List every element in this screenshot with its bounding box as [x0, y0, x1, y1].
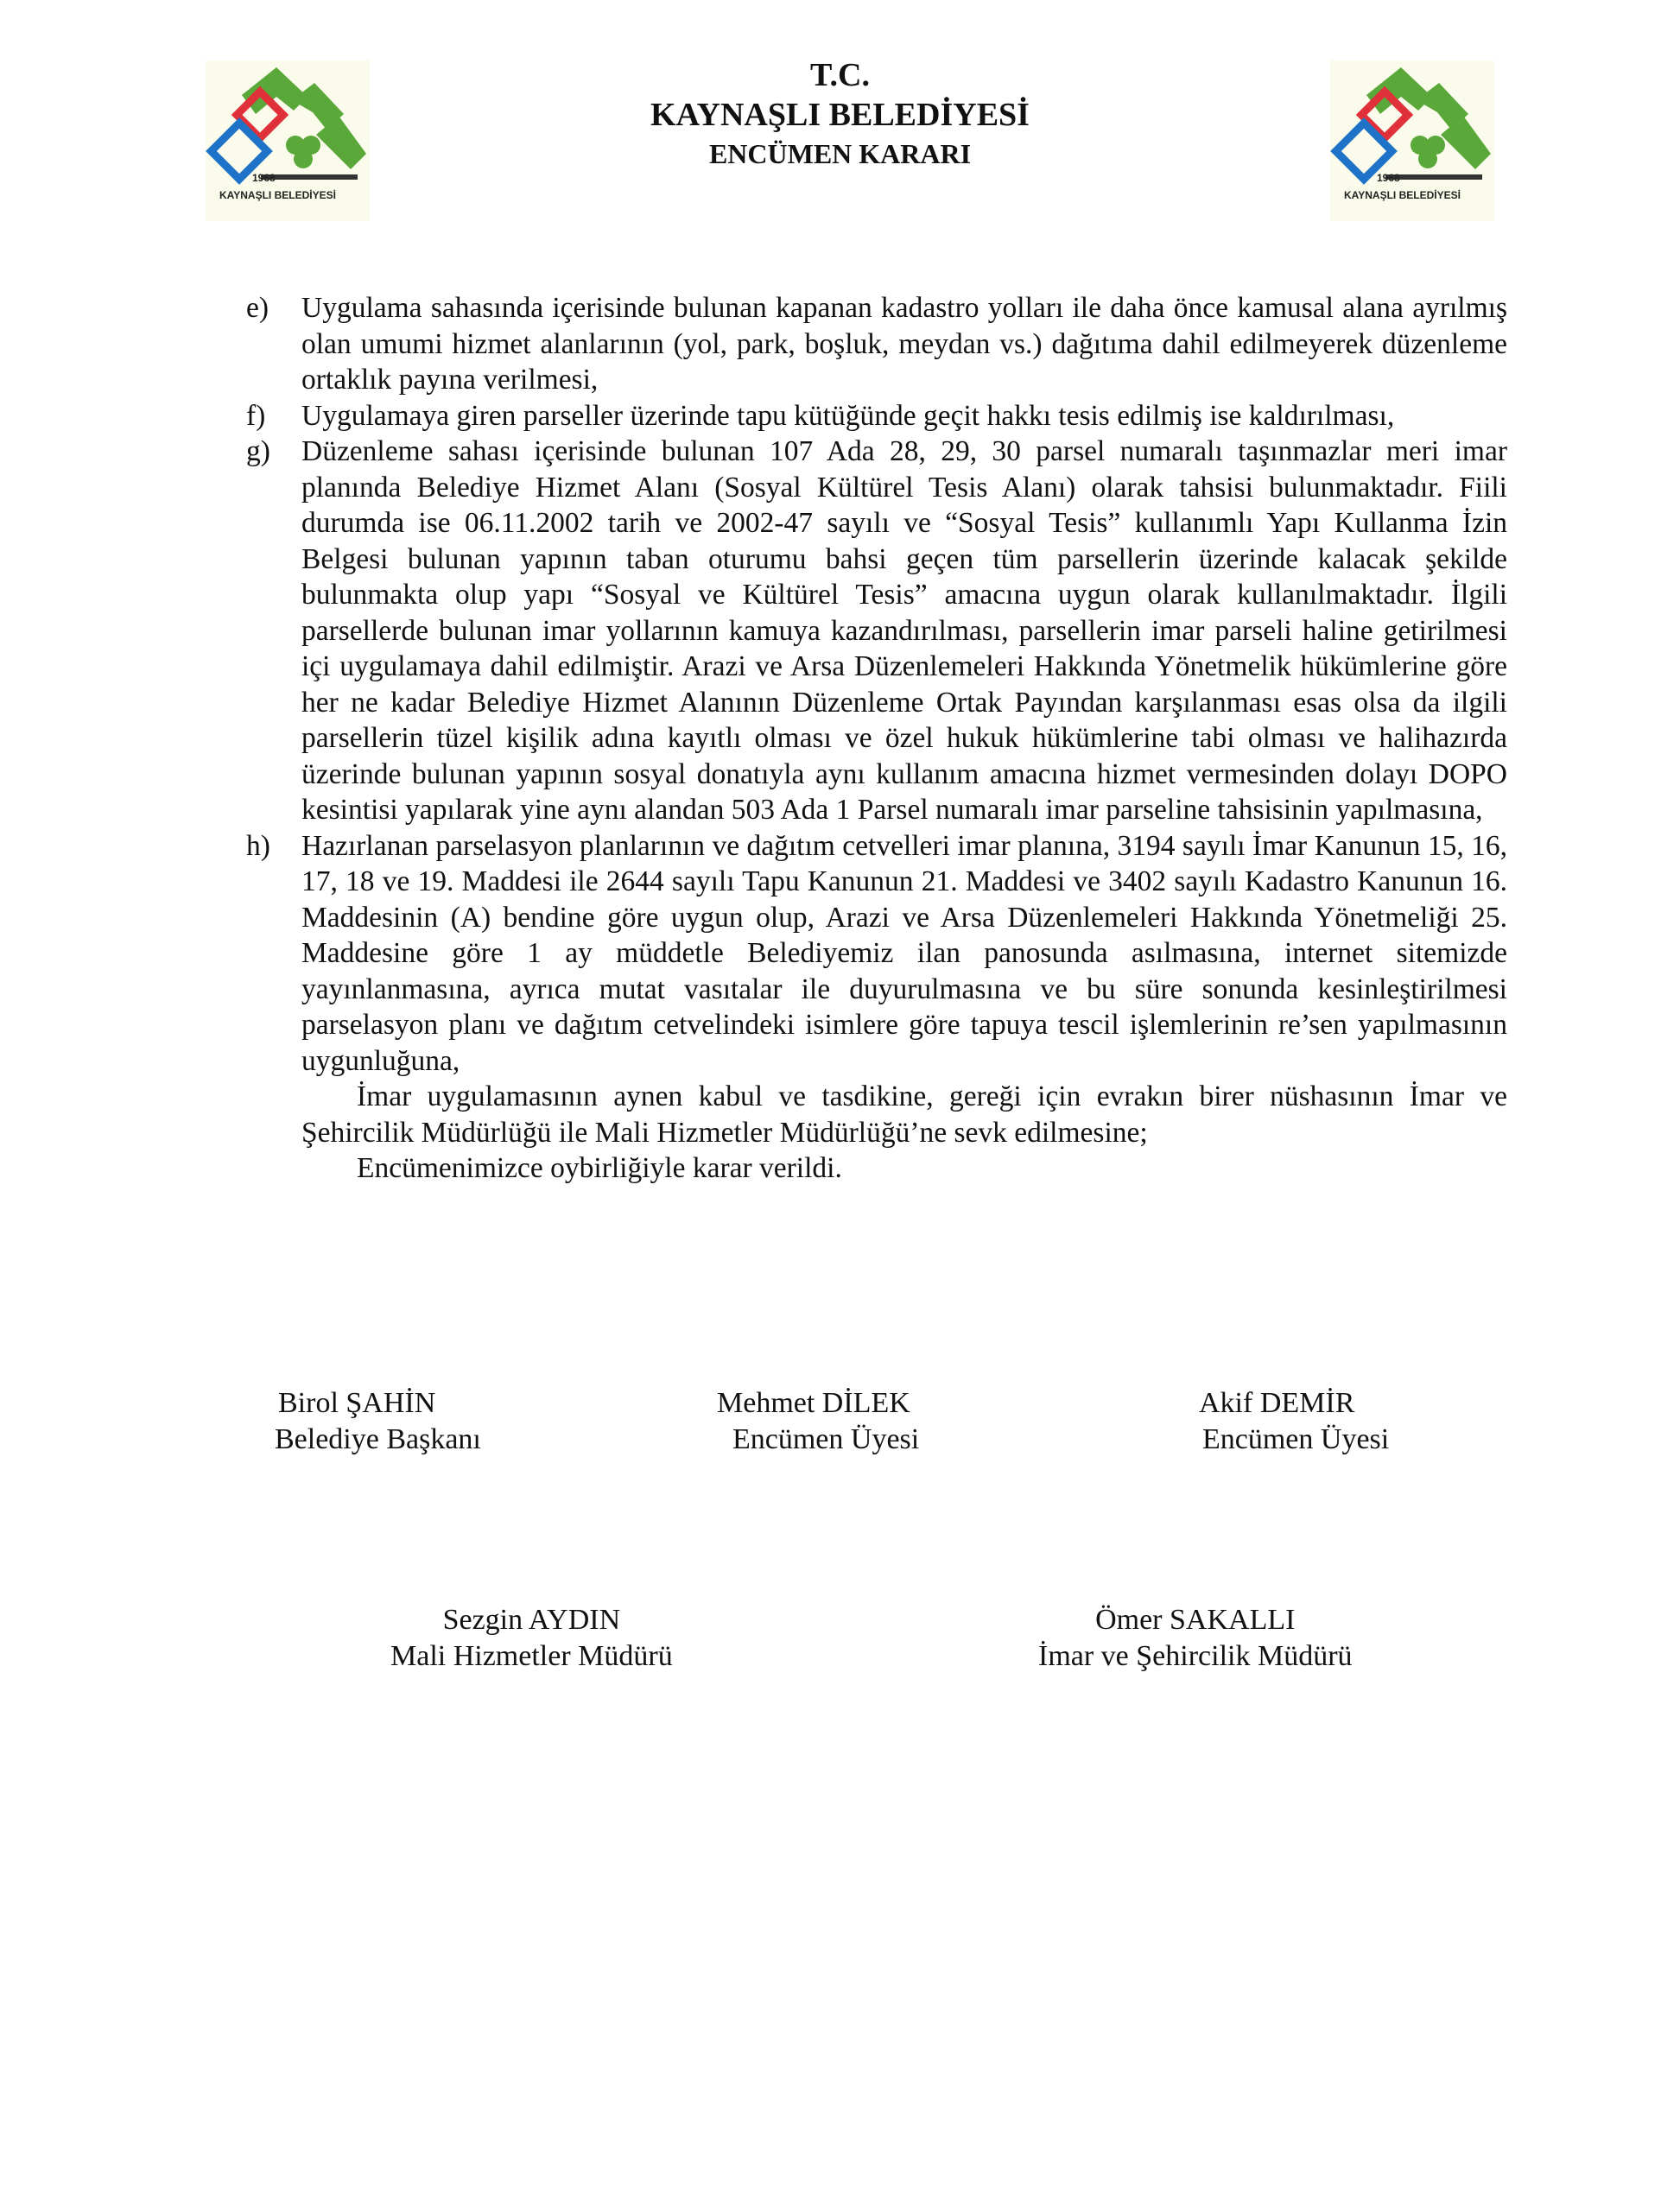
decision-body: [246, 290, 1507, 1187]
signatory-name: Ömer SAKALLI: [1095, 1604, 1296, 1636]
list-item-f: [246, 398, 1507, 434]
closing-paragraph: İmar uygulamasının aynen kabul ve tasdikine, gereği için evrakın birer nüshasının İmar ve Şehircilik Müdürlüğü ile Mali Hizmetler Müdürlüğü’ne sevk edilmesine;: [301, 1080, 1507, 1149]
signatory-title: İmar ve Şehircilik Müdürü: [1038, 1640, 1353, 1672]
signature-member-1: [717, 1385, 919, 1458]
signature-finance-director: [390, 1602, 673, 1675]
signatory-title: Encümen Üyesi: [1202, 1423, 1390, 1455]
header-municipality: KAYNAŞLI BELEDİYESİ: [650, 97, 1030, 133]
signatory-name: Akif DEMİR: [1199, 1387, 1355, 1419]
signatory-title: Mali Hizmetler Müdürü: [390, 1640, 673, 1672]
signature-zoning-director: [1038, 1602, 1353, 1675]
header-decision-title: ENCÜMEN KARARI: [708, 138, 972, 169]
list-item-text: Düzenleme sahası içerisinde bulunan 107 Ada 28, 29, 30 parsel numaralı taşınmazlar meri imar planında Belediye Hizmet Alanı (Sosyal Kültürel Tesis Alanı) olarak tahsisi bulunmaktadır. Fiili durumda ise 06.11.2002 tarih ve 2002-47 sayılı ve “Sosyal Tesis” kullanımlı Yapı Kullanma İzin Belgesi bulunan yapının taban oturumu bahsi geçen tüm parsellerin üzerinde kalacak şekilde bulunmakta olup yapı “Sosyal ve Kültürel Tesis” amacına uygun olarak kullanılmaktadır. İlgili parsellerde bulunan imar yollarının kamuya kazandırılması, parsellerin imar parseli haline getirilmesi içi uygulamaya dahil edilmiştir. Arazi ve Arsa Düzenlemeleri Hakkında Yönetmelik hükümlerine göre her ne kadar Belediye Hizmet Alanının Düzenleme Ortak Payından karşılanması esas olsa da ilgili parsellerin tüzel kişilik adına kayıtlı olması ve özel hukuk hükümlerine tabi olması ve halihazırda üzerinde bulunan yapının sosyal donatıyla aynı kullanım amacına hizmet vermesinden dolayı DOPO kesintisi yapılarak yine aynı alandan 503 Ada 1 Parsel numaralı imar parseline tahsisinin yapılmasına,: [301, 435, 1507, 826]
svg-text:KAYNAŞLI BELEDİYESİ: KAYNAŞLI BELEDİYESİ: [1344, 189, 1461, 201]
svg-text:KAYNAŞLI BELEDİYESİ: KAYNAŞLI BELEDİYESİ: [219, 189, 336, 201]
list-item-g: [246, 434, 1507, 828]
list-item-e: [246, 290, 1507, 398]
signature-member-2: [1199, 1385, 1389, 1458]
header-tc: T.C.: [810, 57, 870, 93]
signatory-name: Sezgin AYDIN: [442, 1604, 621, 1636]
svg-text:1968: 1968: [1377, 172, 1400, 184]
signatory-title: Encümen Üyesi: [732, 1423, 920, 1455]
list-item-label: e): [246, 292, 269, 324]
list-item-h: [246, 828, 1507, 1080]
list-item-label: h): [246, 829, 270, 862]
list-item-text: Uygulama sahasında içerisinde bulunan kapanan kadastro yolları ile daha önce kamusal alana ayrılmış olan umumi hizmet alanlarının (yol, park, boşluk, meydan vs.) dağıtıma dahil edilmeyerek düzenleme ortaklık payına verilmesi,: [301, 292, 1507, 396]
document-header: [0, 55, 1680, 173]
list-item-label: g): [246, 435, 270, 467]
signatory-name: Birol ŞAHİN: [278, 1387, 436, 1419]
signature-mayor: [275, 1385, 481, 1458]
list-item-text: Uygulamaya giren parseller üzerinde tapu kütüğünde geçit hakkı tesis edilmiş ise kaldırılması,: [301, 399, 1395, 432]
svg-text:1968: 1968: [252, 172, 276, 184]
list-item-label: f): [246, 399, 266, 432]
list-item-text: Hazırlanan parselasyon planlarının ve dağıtım cetvelleri imar planına, 3194 sayılı İmar Kanunun 15, 16, 17, 18 ve 19. Maddesi ile 2644 sayılı Tapu Kanunun 21. Maddesi ve 3402 sayılı Kadastro Kanunun 16. Maddesinin (A) bendine göre uygun olup, Arazi ve Arsa Düzenlemeleri Hakkında Yönetmeliği 25. Maddesine göre 1 ay müddetle Belediyemiz ilan panosunda asılmasına, internet sitemizde yayınlanmasına, ayrıca mutat vasıtalar ile duyurulmasına ve bu süre sonunda kesinleştirilmesi parselasyon planı ve dağıtım cetvelindeki isimlere göre tapuya tescil işlemlerinin re’sen yapılmasının uygunluğuna,: [301, 829, 1507, 1077]
decision-statement: Encümenimizce oybirliğiyle karar verildi.: [357, 1152, 842, 1184]
signatory-title: Belediye Başkanı: [275, 1423, 481, 1455]
signatory-name: Mehmet DİLEK: [717, 1387, 910, 1419]
